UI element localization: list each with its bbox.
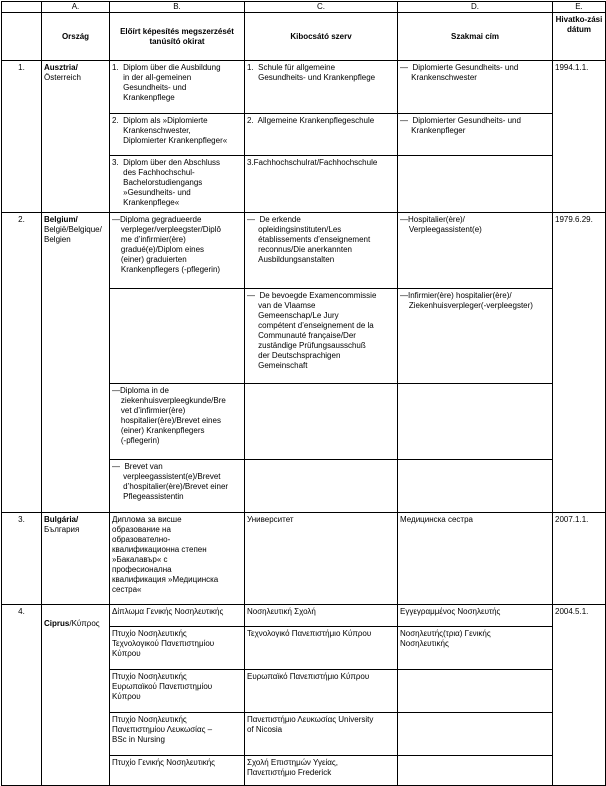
row-number: 2. — [2, 213, 42, 513]
qualification-cell: Πτυχίο Νοσηλευτικής Πανεπιστημίου Λευκωσίας – BSc in Nursing — [110, 713, 245, 756]
country-cell — [42, 213, 110, 513]
title-cell: Медицинска сестра — [398, 513, 553, 605]
title-cell — [398, 460, 553, 513]
country-name-native: България — [44, 525, 80, 534]
country-header: Ország — [42, 13, 110, 61]
qualification-cell: — Brevet van verpleegassistent(e)/Brevet d’hospitalier(ère)/Brevet einer Pflegeassistentin — [110, 460, 245, 513]
date-header: Hivatko-zási dátum — [553, 13, 606, 61]
table-row — [2, 61, 606, 114]
country-name-native: België/Belgique/ Belgien — [44, 225, 102, 244]
qualification-cell — [110, 289, 245, 384]
title-cell: — Diplomierter Gesundheits- und Krankenpfleger — [398, 114, 553, 156]
country-name-hu: Belgium/ — [44, 215, 78, 224]
title-cell: —Infirmier(ère) hospitalier(ère)/ Ziekenhuisverpleger(-verpleegster) — [398, 289, 553, 384]
column-letter-b: B. — [110, 2, 245, 13]
row-number: 1. — [2, 61, 42, 213]
issuer-cell — [245, 460, 398, 513]
issuer-cell: 3.Fachhochschulrat/Fachhochschule — [245, 156, 398, 213]
issuer-cell: Университет — [245, 513, 398, 605]
issuer-cell: Ευρωπαϊκό Πανεπιστήμιο Κύπρου — [245, 670, 398, 713]
qualification-header: Előírt képesítés megszerzését tanúsító okirat — [110, 13, 245, 61]
qualification-cell: Δίπλωμα Γενικής Νοσηλευτικής — [110, 605, 245, 627]
country-cell — [42, 61, 110, 213]
issuer-cell: 1. Schule für allgemeine Gesundheits- und Krankenpflege — [245, 61, 398, 114]
country-cell — [42, 513, 110, 605]
title-cell — [398, 384, 553, 460]
title-cell — [398, 713, 553, 756]
title-cell: —Hospitalier(ère)/ Verpleegassistent(e) — [398, 213, 553, 289]
issuer-cell: — De bevoegde Examencommissie van de Vlaamse Gemeenschap/Le Jury compétent d’enseignement de la Communauté française/Der zuständige Prüfungsausschuß der Deutschsprachigen Gemeinschaft — [245, 289, 398, 384]
country-cell — [42, 605, 110, 786]
issuer-cell: Πανεπιστήμιο Λευκωσίας University of Nicosia — [245, 713, 398, 756]
row-number: 4. — [2, 605, 42, 786]
issuer-cell: Τεχνολογικό Πανεπιστήμιο Κύπρου — [245, 627, 398, 670]
title-cell — [398, 156, 553, 213]
title-cell: Νοσηλευτής(τρια) Γενικής Νοσηλευτικής — [398, 627, 553, 670]
table-row — [2, 213, 606, 289]
qualification-cell: Πτυχίο Νοσηλευτικής Τεχνολογικού Πανεπιστημίου Κύπρου — [110, 627, 245, 670]
title-header: Szakmai cím — [398, 13, 553, 61]
date-cell: 2004.5.1. — [553, 605, 606, 786]
issuer-cell: 2. Allgemeine Krankenpflegeschule — [245, 114, 398, 156]
qualification-cell: Πτυχίο Νοσηλευτικής Ευρωπαϊκού Πανεπιστημίου Κύπρου — [110, 670, 245, 713]
qualification-cell: —Diploma in de ziekenhuisverpleegkunde/Bre vet d’infirmier(ère) hospitalier(ère)/Brevet eines (einer) Krankenpflegers (-pflegerin) — [110, 384, 245, 460]
column-letter-c: C. — [245, 2, 398, 13]
title-cell: — Diplomierte Gesundheits- und Krankenschwester — [398, 61, 553, 114]
qualification-cell: 3. Diplom über den Abschluss des Fachhochschul- Bachelorstudiengangs »Gesundheits- und Krankenpflege« — [110, 156, 245, 213]
row-number: 3. — [2, 513, 42, 605]
qualification-cell: Диплома за висше образование на образователно- квалификационна степен »Бакалавър« с професионална квалификация »Медицинска сестра« — [110, 513, 245, 605]
issuer-cell: Σχολή Επιστημών Υγείας, Πανεπιστήμιο Frederick — [245, 756, 398, 786]
column-letter-e: E. — [553, 2, 606, 13]
qualifications-table — [1, 1, 606, 786]
country-name-native: Österreich — [44, 73, 81, 82]
issuer-header: Kibocsátó szerv — [245, 13, 398, 61]
table-row — [2, 605, 606, 627]
column-letter-a: A. — [42, 2, 110, 13]
header-row — [2, 13, 606, 61]
issuer-cell: Νοσηλευτική Σχολή — [245, 605, 398, 627]
column-letter-row — [2, 2, 606, 13]
qualification-cell: —Diploma gegradueerde verpleger/verpleegster/Diplô me d’infirmier(ère) gradué(e)/Diplom eines (einer) graduierten Krankenpflegers (-pflegerin) — [110, 213, 245, 289]
date-cell: 2007.1.1. — [553, 513, 606, 605]
corner-cell — [2, 2, 42, 13]
country-name-hu: Ciprus — [44, 619, 70, 628]
qualification-cell: Πτυχίο Γενικής Νοσηλευτικής — [110, 756, 245, 786]
column-letter-d: D. — [398, 2, 553, 13]
table-row — [2, 513, 606, 605]
country-name-native: /Κύπρος — [69, 619, 100, 628]
title-cell — [398, 756, 553, 786]
title-cell — [398, 670, 553, 713]
country-name-hu: Bulgária/ — [44, 515, 79, 524]
date-cell: 1994.1.1. — [553, 61, 606, 213]
qualification-cell: 2. Diplom als »Diplomierte Krankenschwester, Diplomierter Krankenpfleger« — [110, 114, 245, 156]
issuer-cell: — De erkende opleidingsinstituten/Les établissements d’enseignement reconnus/Die anerkannten Ausbildungsanstalten — [245, 213, 398, 289]
title-cell: Εγγεγραμμένος Νοσηλευτής — [398, 605, 553, 627]
date-cell: 1979.6.29. — [553, 213, 606, 513]
issuer-cell — [245, 384, 398, 460]
qualification-cell: 1. Diplom über die Ausbildung in der all-gemeinen Gesundheits- und Krankenpflege — [110, 61, 245, 114]
country-name-hu: Ausztria/ — [44, 63, 78, 72]
number-header — [2, 13, 42, 61]
